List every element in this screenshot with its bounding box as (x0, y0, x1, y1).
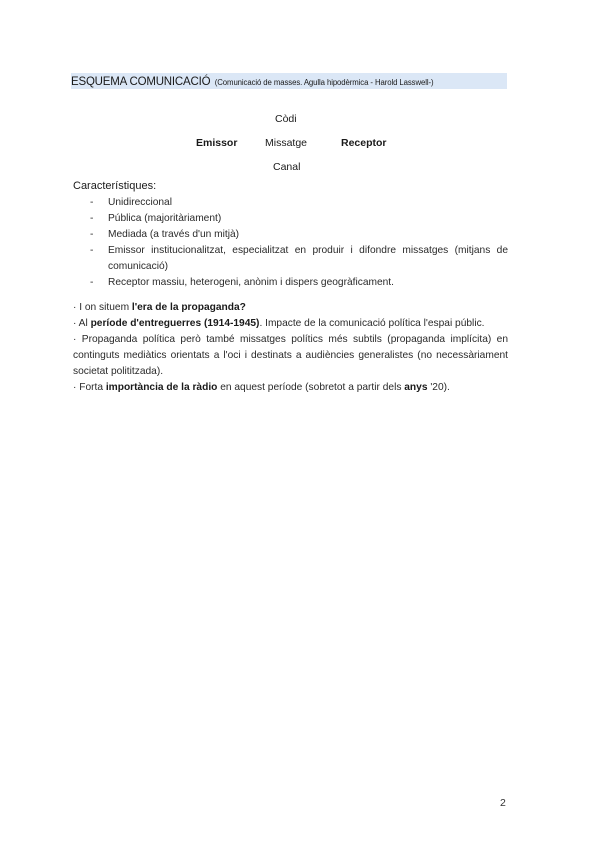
features-title: Característiques: (73, 180, 157, 192)
paragraph-text: '20). (427, 382, 450, 393)
scheme-sender: Emissor (196, 137, 238, 149)
features-list (90, 195, 508, 291)
list-item: - Emissor institucionalitzat, especialitzat en produir i difondre missatges (mitjans de comunicació) (90, 245, 508, 272)
paragraph-text: . Impacte de la comunicació política l'espai públic. (259, 318, 485, 329)
header-subtitle: (Comunicació de masses. Agulla hipodèrmica - Harold Lasswell-) (214, 78, 434, 87)
section-header (71, 73, 507, 89)
scheme-message: Missatge (265, 137, 308, 149)
page-number: 2 (500, 797, 506, 809)
paragraph-emphasis: anys (404, 382, 428, 393)
header-title: ESQUEMA COMUNICACIÓ (71, 76, 211, 88)
paragraph-text: · I on situem (73, 302, 132, 313)
list-item: - Mediada (a través d'un mitjà) (90, 229, 240, 240)
paragraph-implicit-propaganda (73, 332, 508, 380)
paragraph-text: en aquest període (sobretot a partir dels (217, 382, 405, 393)
list-item: - Pública (majoritàriament) (90, 213, 222, 224)
paragraph-interwar (73, 316, 508, 332)
scheme-code: Còdi (275, 113, 297, 125)
paragraph-radio (73, 380, 508, 396)
list-item-text: Unidireccional (108, 197, 172, 208)
list-item-text: Receptor massiu, heterogeni, anònim i dispers geogràficament. (108, 277, 394, 288)
list-item: - Unidireccional (90, 197, 172, 208)
paragraph-propaganda-era (73, 300, 508, 316)
scheme-receiver: Receptor (341, 137, 387, 149)
list-item-text: Pública (majoritàriament) (108, 213, 222, 224)
list-item-text: Mediada (a través d'un mitjà) (108, 229, 240, 240)
paragraph-emphasis: període d'entreguerres (1914-1945) (90, 318, 260, 329)
paragraph-text: · Forta (73, 382, 106, 393)
paragraph-emphasis: importància de la ràdio (105, 382, 218, 393)
list-item-text: Emissor institucionalitzat, especialitzat en produir i difondre missatges (mitjans de comunicació) (108, 245, 508, 272)
paragraph-text: · Propaganda política però també missatges polítics més subtils (propaganda implícita) en continguts mediàtics orientats a l'oci i destinats a audiències generalistes (no necessàriament societat polititzada). (73, 334, 508, 377)
paragraph-emphasis: l'era de la propaganda? (131, 302, 246, 313)
scheme-channel: Canal (273, 161, 301, 173)
list-item: - Receptor massiu, heterogeni, anònim i dispers geogràficament. (90, 277, 394, 288)
paragraph-text: · Al (73, 318, 91, 329)
